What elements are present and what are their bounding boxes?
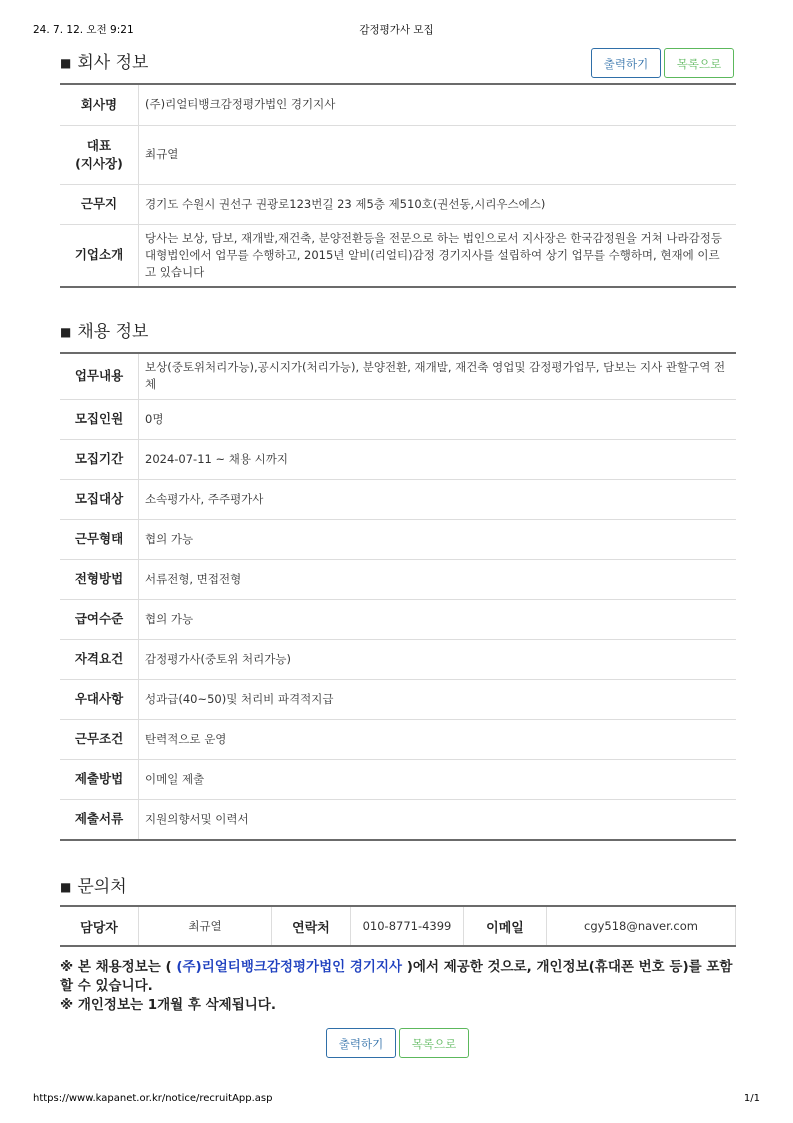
manager-value: 최규열 <box>139 906 272 946</box>
print-button-bottom[interactable]: 출력하기 <box>326 1028 396 1058</box>
target-value: 소속평가사, 주주평가사 <box>139 479 737 519</box>
list-button-top[interactable]: 목록으로 <box>664 48 734 78</box>
row-label: 모집대상 <box>60 479 139 519</box>
manager-label: 담당자 <box>60 906 139 946</box>
print-title: 감정평가사 모집 <box>359 24 434 36</box>
table-row <box>60 224 736 287</box>
submission-method-value: 이메일 제출 <box>139 759 737 799</box>
recruit-section-title <box>60 317 148 342</box>
table-row <box>60 639 736 679</box>
table-row <box>60 519 736 559</box>
table-row <box>60 719 736 759</box>
qualification-value: 감정평가사(중토위 처리가능) <box>139 639 737 679</box>
table-row <box>60 599 736 639</box>
row-label: 급여수준 <box>60 599 139 639</box>
row-label-line1: 대표 <box>86 137 112 153</box>
company-section-title <box>60 48 148 73</box>
print-button-top[interactable]: 출력하기 <box>591 48 661 78</box>
row-label <box>60 125 139 184</box>
phone-value: 010-8771-4399 <box>351 906 464 946</box>
job-description-value: 보상(중토위처리가능),공시지가(처리가능), 분양전환, 재개발, 재건축 영업및 감정평가업무, 담보는 지사 관할구역 전체 <box>139 353 737 399</box>
salary-value: 협의 가능 <box>139 599 737 639</box>
recruit-info-table <box>60 352 736 841</box>
headcount-value: 0명 <box>139 399 737 439</box>
list-button-bottom[interactable]: 목록으로 <box>399 1028 469 1058</box>
notice-suffix: )에서 제공한 것으로, 개인정보(휴대폰 번호 등)를 포함할 수 있습니다. <box>60 959 733 994</box>
row-label: 모집인원 <box>60 399 139 439</box>
notice-line-2: ※ 개인정보는 1개월 후 삭제됩니다. <box>60 997 276 1013</box>
print-footer <box>33 1093 760 1107</box>
table-row <box>60 84 736 125</box>
page-url: https://www.kapanet.or.kr/notice/recruitApp.asp <box>33 1093 273 1104</box>
print-header <box>33 22 760 36</box>
company-info-table <box>60 83 736 288</box>
print-date: 24. 7. 12. 오전 9:21 <box>33 24 134 36</box>
row-label: 제출방법 <box>60 759 139 799</box>
row-label: 우대사항 <box>60 679 139 719</box>
table-row <box>60 439 736 479</box>
work-condition-value: 탄력적으로 운영 <box>139 719 737 759</box>
row-label: 근무형태 <box>60 519 139 559</box>
contact-section-title <box>60 872 127 897</box>
row-label: 제출서류 <box>60 799 139 840</box>
contact-section-title-text: 문의처 <box>77 877 127 897</box>
row-label: 전형방법 <box>60 559 139 599</box>
table-row <box>60 184 736 224</box>
table-row <box>60 399 736 439</box>
square-bullet-icon: ■ <box>60 880 72 894</box>
table-row <box>60 125 736 184</box>
submission-documents-value: 지원의향서및 이력서 <box>139 799 737 840</box>
page-number: 1/1 <box>743 1093 760 1104</box>
contact-table <box>60 905 736 947</box>
recruit-period-value: 2024-07-11 ~ 채용 시까지 <box>139 439 737 479</box>
square-bullet-icon: ■ <box>60 56 72 70</box>
notice-company-name: (주)리얼티뱅크감정평가법인 경기지사 <box>176 959 403 975</box>
row-label: 자격요건 <box>60 639 139 679</box>
notice-prefix: ※ 본 채용정보는 ( <box>60 959 177 975</box>
representative-value: 최규열 <box>139 125 737 184</box>
email-label: 이메일 <box>464 906 547 946</box>
preference-value: 성과급(40~50)및 처리비 파격적지급 <box>139 679 737 719</box>
table-row <box>60 479 736 519</box>
table-row <box>60 679 736 719</box>
company-section-title-text: 회사 정보 <box>77 53 149 73</box>
phone-label: 연락처 <box>272 906 351 946</box>
work-type-value: 협의 가능 <box>139 519 737 559</box>
row-label-line2: (지사장) <box>75 155 123 171</box>
notice-line-1 <box>60 958 740 996</box>
table-row <box>60 799 736 840</box>
table-row <box>60 759 736 799</box>
workplace-value: 경기도 수원시 권선구 권광로123번길 23 제5층 제510호(권선동,시리우스에스) <box>139 184 737 224</box>
email-value: cgy518@naver.com <box>547 906 736 946</box>
square-bullet-icon: ■ <box>60 325 72 339</box>
row-label: 근무지 <box>60 184 139 224</box>
row-label: 회사명 <box>60 84 139 125</box>
company-intro-value: 당사는 보상, 담보, 재개발,재건축, 분양전환등을 전문으로 하는 법인으로서 지사장은 한국감정원을 거쳐 나라감정등 대형법인에서 업무를 수행하고, 2015년 알비(리얼티)감정 경기지사를 설립하여 상기 업무를 수행하며, 현재에 이르고 있습니다 <box>139 224 737 287</box>
row-label: 기업소개 <box>60 224 139 287</box>
row-label: 근무조건 <box>60 719 139 759</box>
row-label: 업무내용 <box>60 353 139 399</box>
company-name-value: (주)리얼티뱅크감정평가법인 경기지사 <box>139 84 737 125</box>
table-row <box>60 559 736 599</box>
table-row <box>60 353 736 399</box>
row-label: 모집기간 <box>60 439 139 479</box>
selection-method-value: 서류전형, 면접전형 <box>139 559 737 599</box>
table-row <box>60 906 736 946</box>
privacy-notice <box>60 958 740 1015</box>
recruit-section-title-text: 채용 정보 <box>77 322 149 342</box>
